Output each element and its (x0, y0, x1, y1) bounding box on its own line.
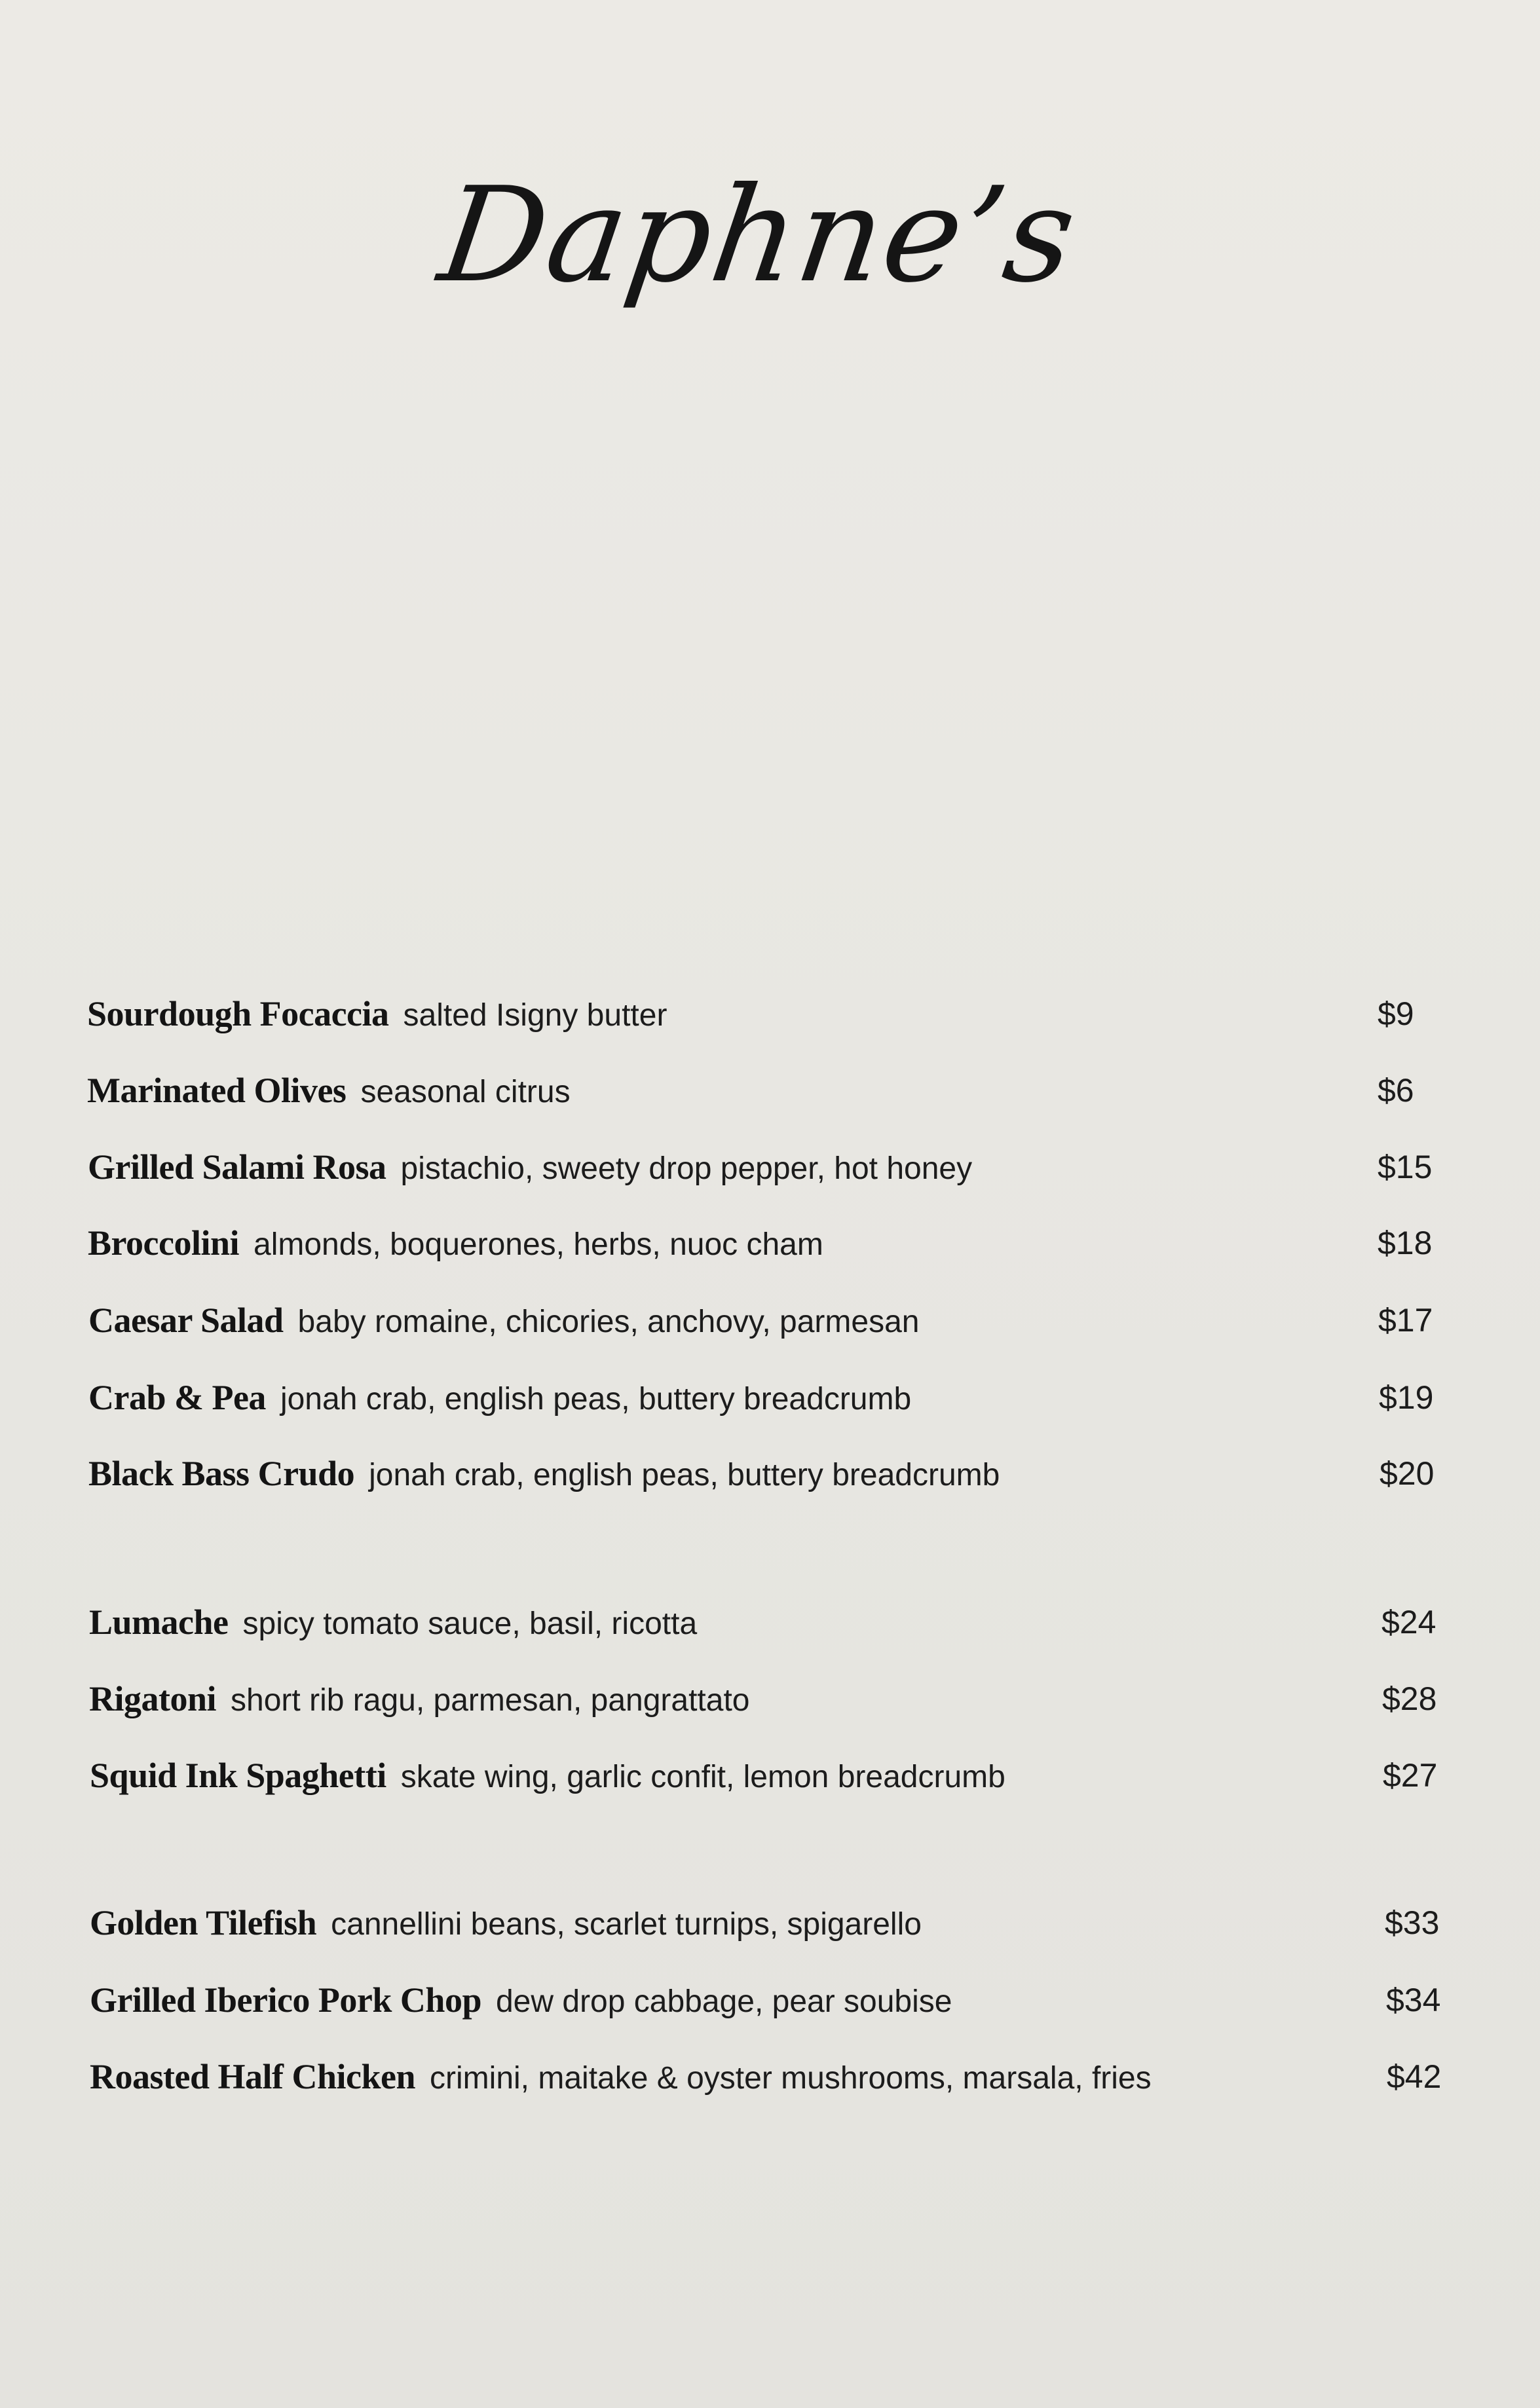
item-name: Lumache (89, 1602, 229, 1642)
item-description: jonah crab, english peas, buttery breadcrumb (280, 1382, 912, 1417)
menu-item (0, 1064, 1540, 1117)
menu-item (0, 1596, 1540, 1648)
item-name: Caesar Salad (88, 1301, 284, 1340)
item-price: $42 (1387, 2058, 1442, 2095)
item-price: $20 (1380, 1455, 1435, 1492)
item-price: $24 (1381, 1604, 1437, 1640)
menu-item (0, 1749, 1540, 1802)
menu-item (0, 988, 1540, 1040)
item-price: $15 (1378, 1149, 1433, 1185)
item-description: salted Isigny butter (403, 998, 667, 1033)
item-name: Crab & Pea (88, 1378, 266, 1417)
item-name: Squid Ink Spaghetti (90, 1756, 386, 1795)
item-description: short rib ragu, parmesan, pangrattato (231, 1683, 750, 1718)
menu-item (0, 1294, 1540, 1346)
item-description: dew drop cabbage, pear soubise (495, 1984, 952, 2019)
item-description: jonah crab, english peas, buttery breadcrumb (369, 1458, 1000, 1492)
item-price: $18 (1378, 1225, 1433, 1261)
item-name: Sourdough Focaccia (87, 994, 389, 1033)
item-name: Rigatoni (89, 1679, 217, 1718)
item-name: Marinated Olives (87, 1071, 347, 1110)
menu-item (0, 1141, 1540, 1193)
item-description: crimini, maitake & oyster mushrooms, marsala, fries (430, 2061, 1152, 2096)
restaurant-name: Daphne’s (431, 159, 1085, 312)
item-price: $27 (1383, 1757, 1438, 1794)
menu-item (0, 1371, 1540, 1424)
item-price: $9 (1378, 995, 1414, 1032)
item-name: Grilled Salami Rosa (88, 1147, 386, 1187)
menu-item (0, 1447, 1540, 1500)
item-price: $33 (1385, 1904, 1440, 1941)
item-name: Golden Tilefish (90, 1903, 317, 1942)
item-description: spicy tomato sauce, basil, ricotta (242, 1606, 698, 1641)
menu-item (0, 2050, 1540, 2103)
item-description: cannellini beans, scarlet turnips, spigarello (331, 1907, 922, 1942)
item-description: seasonal citrus (360, 1075, 571, 1109)
menu-item (0, 1974, 1540, 2026)
item-description: skate wing, garlic confit, lemon breadcrumb (400, 1760, 1005, 1794)
item-name: Black Bass Crudo (88, 1454, 355, 1493)
item-price: $28 (1382, 1680, 1437, 1717)
item-name: Grilled Iberico Pork Chop (90, 1980, 481, 2020)
item-price: $6 (1378, 1072, 1414, 1109)
item-name: Broccolini (88, 1223, 239, 1263)
menu-item (0, 1897, 1540, 1949)
item-description: baby romaine, chicories, anchovy, parmesan (297, 1305, 920, 1339)
item-price: $34 (1386, 1982, 1441, 2018)
menu-item (0, 1217, 1540, 1269)
menu-item (0, 1673, 1540, 1725)
item-price: $19 (1379, 1379, 1434, 1416)
item-description: pistachio, sweety drop pepper, hot honey (400, 1151, 973, 1186)
item-price: $17 (1378, 1302, 1433, 1339)
item-name: Roasted Half Chicken (90, 2057, 416, 2096)
item-description: almonds, boquerones, herbs, nuoc cham (254, 1227, 823, 1262)
